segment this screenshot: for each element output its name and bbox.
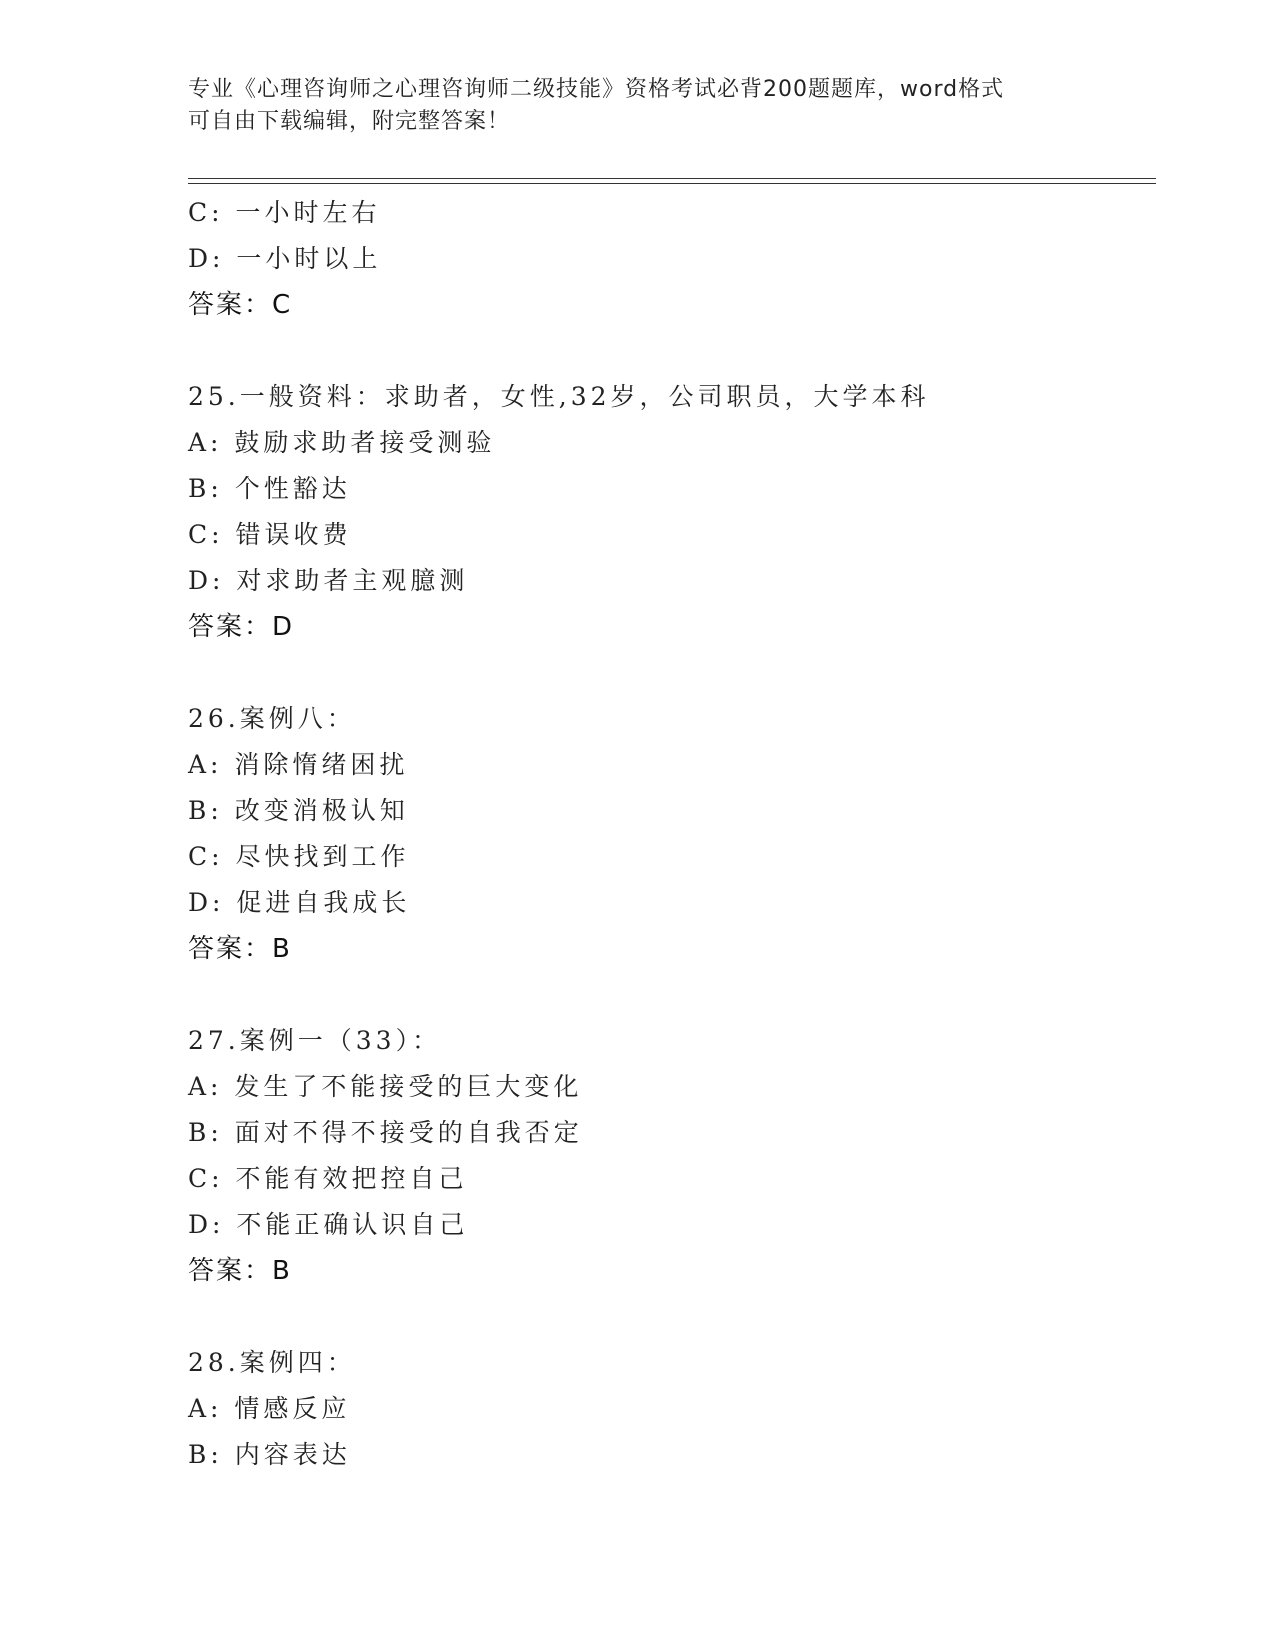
document-header	[188, 74, 1088, 138]
answer: 答案：B	[188, 1256, 292, 1286]
option-b: B: 面对不得不接受的自我否定	[188, 1118, 583, 1147]
option-c: C: 不能有效把控自己	[188, 1164, 468, 1193]
spacer	[188, 650, 1148, 696]
header-divider-top	[188, 178, 1156, 179]
question-25	[188, 374, 1148, 650]
question-stem: 27.案例一（33）：	[188, 1026, 442, 1055]
question-26	[188, 696, 1148, 972]
answer: 答案：B	[188, 934, 292, 964]
option-b: B: 内容表达	[188, 1440, 351, 1469]
spacer	[188, 1294, 1148, 1340]
answer: 答案：C	[188, 290, 293, 320]
option-b: B: 个性豁达	[188, 474, 351, 503]
option-a: A: 情感反应	[188, 1394, 351, 1423]
question-stem: 28.案例四：	[188, 1348, 356, 1377]
option-b: B: 改变消极认知	[188, 796, 409, 825]
question-28	[188, 1340, 1148, 1478]
spacer	[188, 972, 1148, 1018]
option-a: A: 消除惰绪困扰	[188, 750, 409, 779]
option-d: D: 促进自我成长	[188, 888, 411, 917]
question-24	[188, 190, 1148, 328]
header-line-2: 可自由下载编辑，附完整答案！	[188, 109, 511, 134]
option-a: A: 发生了不能接受的巨大变化	[188, 1072, 583, 1101]
option-d: D: 一小时以上	[188, 244, 382, 273]
option-c: C: 一小时左右	[188, 198, 381, 227]
answer: 答案：D	[188, 612, 295, 642]
option-d: D: 不能正确认识自己	[188, 1210, 469, 1239]
spacer	[188, 328, 1148, 374]
question-list	[188, 190, 1148, 1478]
option-a: A: 鼓励求助者接受测验	[188, 428, 496, 457]
option-c: C: 尽快找到工作	[188, 842, 410, 871]
option-d: D: 对求助者主观臆测	[188, 566, 469, 595]
header-line-1: 专业《心理咨询师之心理咨询师二级技能》资格考试必背200题题库，word格式	[188, 77, 1005, 102]
question-stem: 25.一般资料：求助者，女性,32岁，公司职员，大学本科	[188, 382, 930, 411]
header-divider-bottom	[188, 183, 1156, 184]
question-stem: 26.案例八：	[188, 704, 356, 733]
option-c: C: 错误收费	[188, 520, 352, 549]
question-27	[188, 1018, 1148, 1294]
